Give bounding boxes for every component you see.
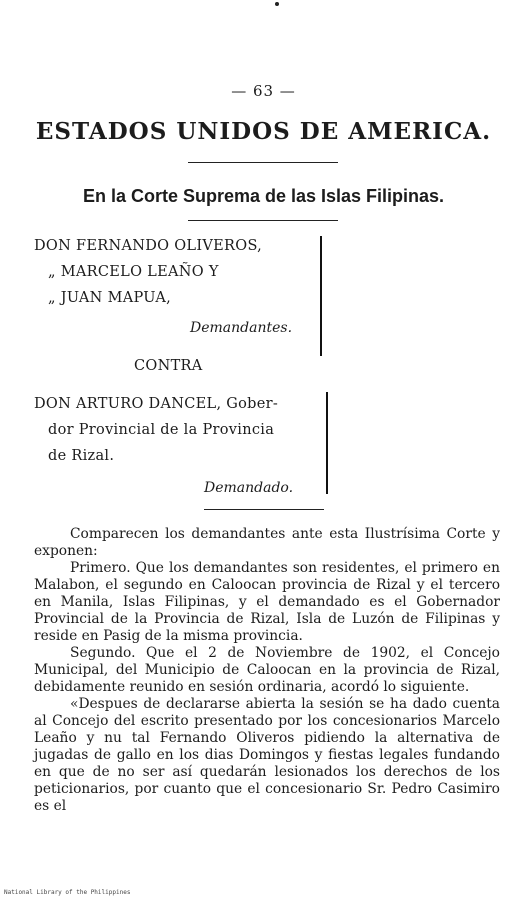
title-rule bbox=[188, 162, 338, 163]
document-title: ESTADOS UNIDOS DE AMERICA. bbox=[35, 118, 492, 145]
plaintiff-line-1: DON FERNANDO OLIVEROS, bbox=[34, 238, 263, 254]
intro-paragraph: Comparecen los demandantes ante esta Ilustrísima Corte y exponen: bbox=[34, 526, 500, 559]
plaintiffs-role: Demandantes. bbox=[190, 320, 293, 336]
ink-speck bbox=[275, 2, 279, 6]
quoted-paragraph: «Despues de declararse abierta la sesión se ha dado cuenta al Concejo del escrito presentado por los concesionarios Marcelo Leaño y nu tal Fernando Oliveros pidiendo la alternativa de jugadas de gallo en los dias Domingos y fiestas legales fundando en que de no ser así quedarán lesionados los derechos de los peticionarios, por cuanto que el concesionario Sr. Pedro Casimiro es el bbox=[34, 696, 500, 814]
section-rule bbox=[204, 509, 324, 510]
versus-label: CONTRA bbox=[134, 358, 203, 374]
plaintiff-line-2: „ MARCELO LEAÑO Y bbox=[48, 264, 219, 280]
plaintiff-line-3: „ JUAN MAPUA, bbox=[48, 290, 172, 306]
body-text bbox=[34, 526, 500, 815]
plaintiffs-bracket bbox=[320, 236, 322, 356]
defendant-line-2: dor Provincial de la Provincia bbox=[48, 422, 275, 438]
court-heading: En la Corte Suprema de las Islas Filipinas. bbox=[82, 186, 445, 206]
defendant-bracket bbox=[326, 392, 328, 494]
library-stamp: National Library of the Philippines bbox=[4, 889, 131, 896]
defendant-line-1: DON ARTURO DANCEL, Gober- bbox=[34, 396, 279, 412]
defendant-role: Demandado. bbox=[204, 480, 294, 496]
court-rule bbox=[188, 220, 338, 221]
page-number: — 63 — bbox=[231, 82, 296, 100]
defendant-line-3: de Rizal. bbox=[48, 448, 115, 464]
primero-paragraph: Primero. Que los demandantes son residentes, el primero en Malabon, el segundo en Caloocan provincia de Rizal y el tercero en Manila, Islas Filipinas, y el demandado es el Gobernador Provincial de la Provincia de Rizal, Isla de Luzón de Filipinas y reside en Pasig de la misma provincia. bbox=[34, 560, 500, 644]
segundo-paragraph: Segundo. Que el 2 de Noviembre de 1902, el Concejo Municipal, del Municipio de Caloocan en la provincia de Rizal, debidamente reunido en sesión ordinaria, acordó lo siguiente. bbox=[34, 645, 500, 695]
